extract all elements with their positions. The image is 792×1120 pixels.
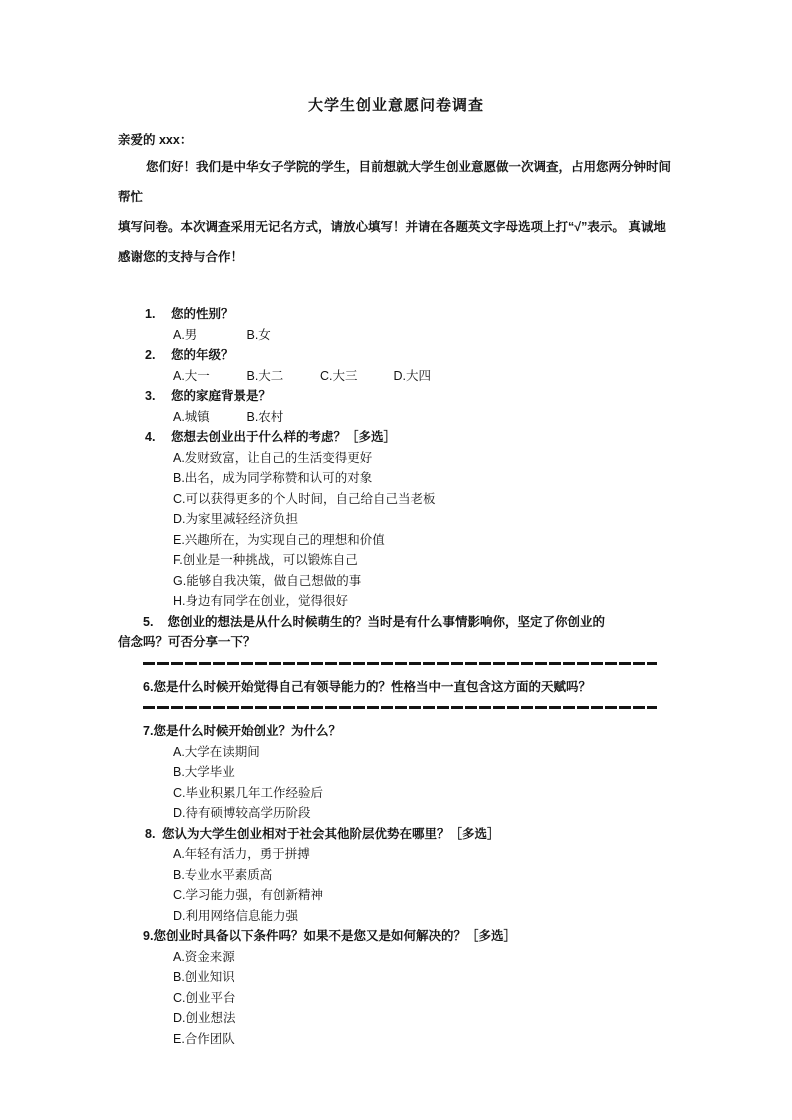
option: A.城镇 (173, 409, 210, 424)
option: B.女 (246, 327, 271, 342)
option: B.出名，成为同学称赞和认可的对象 (173, 471, 373, 485)
question-text: 您是什么时候开始觉得自己有领导能力的？性格当中一直包含这方面的天赋吗？ (153, 679, 591, 694)
option: A.发财致富，让自己的生活变得更好 (173, 450, 373, 465)
question-6 (143, 677, 674, 698)
question-4-head (145, 427, 674, 448)
option: A.男 (173, 327, 198, 342)
option: D.待有硕博较高学历阶段 (173, 806, 311, 820)
question-1-options (145, 325, 674, 346)
option: B.大二 (246, 368, 284, 383)
question-1-head (145, 304, 674, 325)
question-7-head (143, 721, 674, 742)
question-8 (145, 824, 674, 927)
intro-line: 填写问卷。本次调查采用无记名方式，请放心填写！并请在各题英文字母选项上打“√”表示。 真诚地 (118, 220, 666, 234)
intro-line: 您们好！我们是中华女子学院的学生，目前想就大学生创业意愿做一次调查，占用您两分钟时间帮忙 (118, 160, 672, 204)
question-text: 您认为大学生创业相对于社会其他阶层优势在哪里？［多选］ (162, 826, 500, 841)
question-8-head (145, 824, 674, 845)
option: D.大四 (393, 368, 431, 383)
question-number: 3. (145, 389, 156, 403)
question-number: 2. (145, 348, 156, 362)
option: B.大学毕业 (173, 765, 235, 779)
question-7 (145, 721, 674, 824)
question-2 (145, 345, 674, 386)
question-text: 您的性别？ (171, 307, 234, 321)
question-8-options (145, 844, 674, 926)
answer-blank-line (143, 706, 657, 709)
question-text: 您的家庭背景是？ (171, 389, 272, 403)
question-4-options (145, 448, 674, 612)
option: D.为家里减轻经济负担 (173, 512, 299, 526)
option: G.能够自我决策，做自己想做的事 (173, 573, 362, 588)
question-text: 您的年级？ (171, 348, 234, 362)
question-9 (145, 926, 674, 1049)
question-9-options (145, 947, 674, 1050)
question-2-options (145, 366, 674, 387)
question-text: 信念吗？可否分享一下？ (118, 635, 256, 649)
question-3-options (145, 407, 674, 428)
question-number: 7. (143, 724, 154, 738)
question-text: 您想去创业出于什么样的考虑？［多选］ (171, 430, 397, 444)
option: D.利用网络信息能力强 (173, 908, 299, 923)
option: C.大三 (319, 368, 358, 383)
question-4 (145, 427, 674, 612)
question-number: 4. (145, 430, 156, 444)
option: B.农村 (246, 409, 284, 424)
option: A.资金来源 (173, 949, 235, 964)
question-number: 8. (145, 826, 156, 841)
option: H.身边有同学在创业，觉得很好 (173, 594, 349, 608)
option: A.大学在读期间 (173, 744, 260, 759)
question-text: 您创业的想法是从什么时候萌生的？当时是有什么事情影响你，坚定了你创业的 (167, 614, 605, 629)
option: C.毕业积累几年工作经验后 (173, 785, 324, 800)
intro-line: 感谢您的支持与合作！ (118, 250, 244, 264)
question-3 (145, 386, 674, 427)
option: D.创业想法 (173, 1011, 236, 1025)
option: C.创业平台 (173, 990, 236, 1005)
option: A.大一 (173, 368, 210, 383)
question-number: 1. (145, 307, 156, 321)
salutation: 亲爱的 xxx： (118, 133, 193, 147)
option: F.创业是一种挑战，可以锻炼自己 (173, 553, 358, 567)
question-text: 您是什么时候开始创业？为什么？ (153, 724, 341, 738)
option: C.可以获得更多的个人时间，自己给自己当老板 (173, 491, 436, 506)
question-number: 5. (143, 614, 154, 629)
question-1 (145, 304, 674, 345)
answer-blank-line (143, 662, 657, 665)
question-5 (118, 612, 674, 653)
intro-paragraph (118, 152, 674, 272)
option: E.合作团队 (173, 1031, 235, 1046)
question-3-head (145, 386, 674, 407)
page-title: 大学生创业意愿问卷调查 (307, 97, 484, 114)
question-number: 9. (143, 929, 154, 943)
option: B.专业水平素质高 (173, 867, 273, 882)
question-number: 6. (143, 679, 154, 694)
option: E.兴趣所在，为实现自己的理想和价值 (173, 532, 385, 547)
option: C.学习能力强，有创新精神 (173, 888, 324, 902)
question-text: 您创业时具备以下条件吗？如果不是您又是如何解决的？［多选］ (153, 929, 516, 943)
question-7-options (145, 742, 674, 824)
question-list (118, 304, 674, 1049)
option: A.年轻有活力，勇于拼搏 (173, 847, 310, 861)
option: B.创业知识 (173, 970, 235, 984)
question-9-head (143, 926, 674, 947)
question-2-head (145, 345, 674, 366)
